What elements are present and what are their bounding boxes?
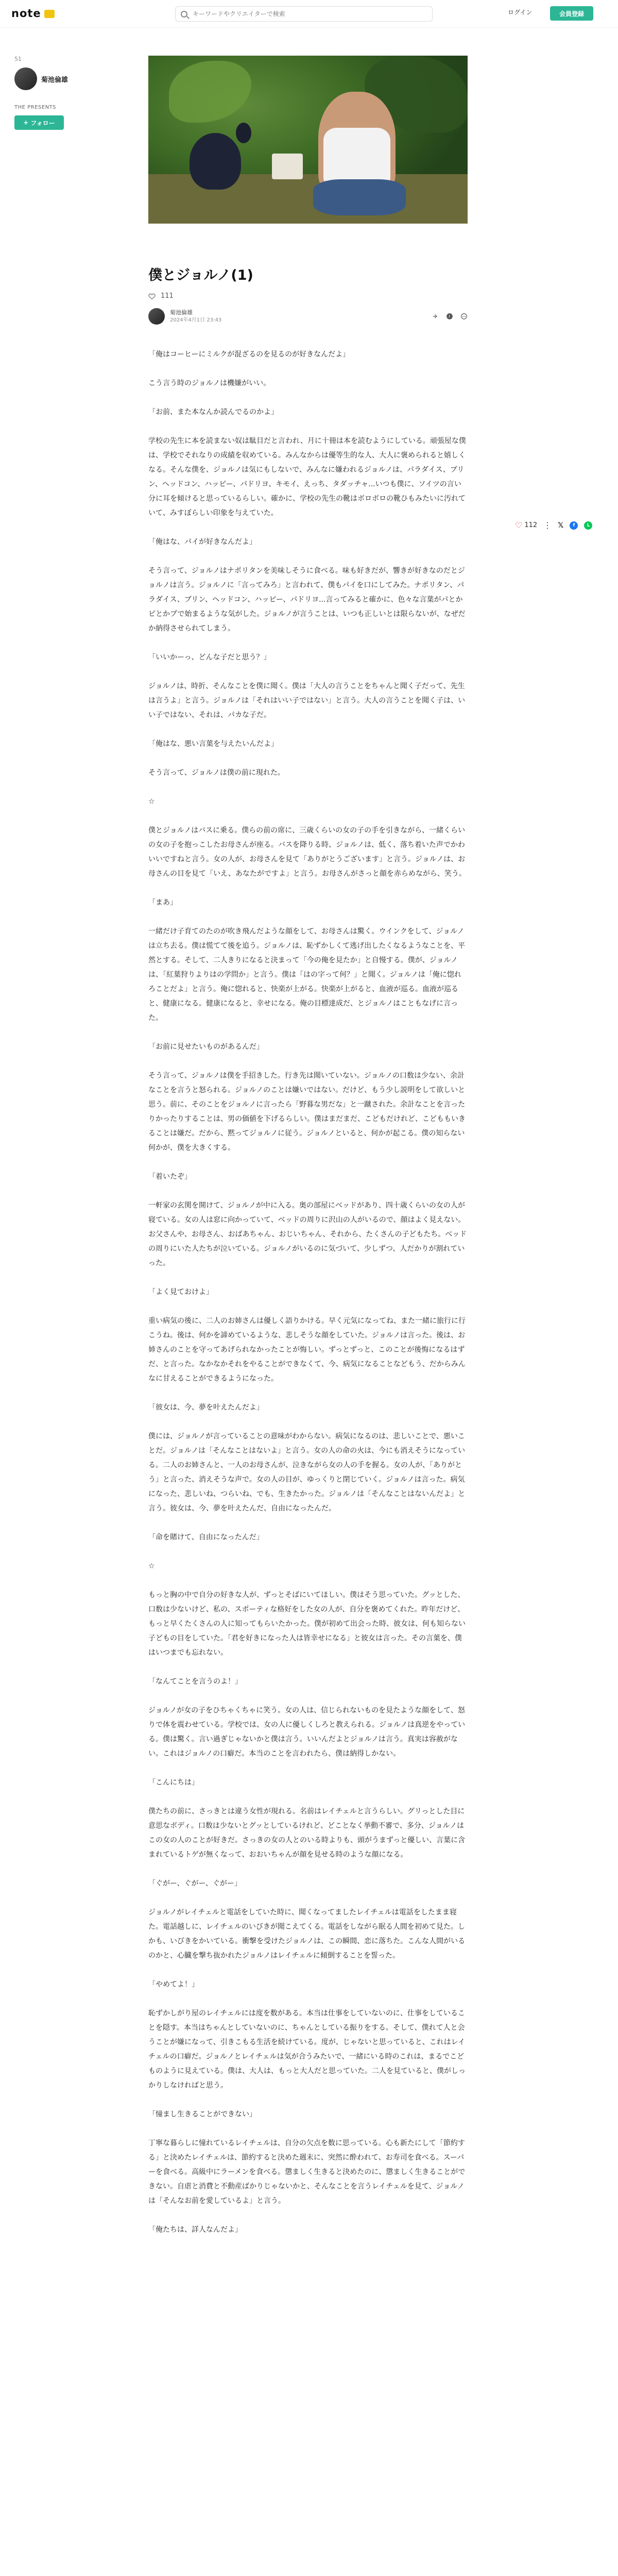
article-paragraph: 僕たちの前に、さっきとは違う女性が現れる。名前はレイチェルと言うらしい。グリっとした目に意思なボディ。口数は少ないとグッとしているけれど、どことなく挙動不審で、多分、ジョルノはこの女の人のことが好きだ。さっきの女の人とのいる時よりも、頭がうまずっと優しい、言葉に含まれているトゲが無くなって、おおいちゃんが顔を見せる時のような顔になる。 bbox=[148, 1807, 466, 1859]
svg-text:f: f bbox=[449, 314, 450, 319]
article-paragraph: もっと胸の中で自分の好きな人が、ずっとそばにいてほしい。僕はそう思っていた。グッとした、口数は少ないけど、私の、スポーティな格好をした女の人が、自分を褒めてくれた。昨年だけど、もっと早くたくさんの人に知ってもらいたかった。僕が初めて出会った時、彼女は、何も知らない子どもの目をしていた。「君を好きになった人は皆幸せになる」と彼女は言った。その言葉を、僕はいつまでも忘れない。 bbox=[148, 1591, 466, 1657]
share-icon[interactable] bbox=[432, 312, 439, 319]
line-share-icon[interactable]: L bbox=[584, 521, 592, 530]
article-paragraph: ジョルノは、時折、そんなことを僕に聞く。僕は「大人の言うことをちゃんと聞く子だって、先生は言うよ」と言う。ジョルノは「それはいい子ではない」と言う。大人の言うことを聞く子は、いい子ではない、それは、パカな子だ。 bbox=[148, 682, 466, 719]
article-paragraph: こう言う時のジョルノは機嫌がいい。 bbox=[148, 379, 271, 387]
magazine-tag[interactable]: THE PRESENTS bbox=[14, 105, 57, 110]
like-action[interactable] bbox=[515, 520, 537, 530]
meta-author[interactable]: 菊池倫雄 bbox=[170, 309, 193, 316]
note-logo[interactable] bbox=[11, 7, 55, 20]
article-paragraph: そう言って、ジョルノはナポリタンを美味しそうに食べる。味も好きだが、響きが好きなのだとジョルノは言う。ジョルノに「言ってみろ」と言われて、僕もパイを口にしてみた。ナポリタン、パラダイス、ブリン、ヘッドコン、ハッピー、パドリヨ...言ってみると確かに、色々な言葉がパとかピとかプで始まるような気がした。ジョルノが言うことは、いつも正しいとは限らないが、なぜだか納得させられてしまう。 bbox=[148, 567, 466, 633]
article-paragraph: 「よく見ておけよ」 bbox=[148, 1288, 213, 1296]
article-paragraph: 「お前に見せたいものがあるんだ」 bbox=[148, 1043, 264, 1051]
login-button[interactable]: ログイン bbox=[508, 9, 533, 16]
floating-actions bbox=[515, 520, 592, 530]
article-paragraph: 学校の先生に本を読まない奴は駄目だと言われ、月に十冊は本を読むようにしている。頑張屋な僕は、学校でそれなりの成績を収めている。みんなからは優等生的な人、大人に褒められると嬉しくなる。そんな僕を、ジョルノは気にもしないで、みんなに嫌われるジョルノは、パラダイス、ブリン、ヘッドコン、ハッピー、パドリヨ、キモイ、えっち、タダッチャ...いつも僕に、ソイツの言い分に耳を傾けると思っているらしい。確かに、学校の先生の靴はボロボロの靴ひもみたいに汚れていて、みすぼらしい印象を与えていた。 bbox=[148, 437, 466, 517]
article-paragraph: ☆ bbox=[148, 1562, 155, 1570]
signup-button[interactable]: 会員登録 bbox=[550, 6, 593, 21]
logo-badge-icon bbox=[44, 10, 55, 18]
article-paragraph: 一軒家の玄関を開けて、ジョルノが中に入る。奥の部屋にベッドがあり、四十歳くらいの女の人が寝ている。女の人は窓に向かっていて、ベッドの周りに沢山の人がいるので、顔はよく見えない。お父さんや、お母さん、おばあちゃん、おじいちゃん、それから、たくさんの子どもたち。ベッドの周りにいた人たちが泣いている。ジョルノがいるのに気づいて、少しずつ、人だかりが割れていった。 bbox=[148, 1201, 467, 1267]
article-paragraph: 僕とジョルノはバスに乗る。僕らの前の席に、三歳くらいの女の子の手を引きながら、一緒くらいの女の子を抱っこしたお母さんが座る。バスを降りる時、ジョルノは、低く、落ち着いた声でかわいいですねと言う。女の人が、お母さんを見て「ありがとうございます」と言う。ジョルノは、お母さんの目を見て「いえ、あなたがですよ」と言う。お母さんがさっと顔を赤らめながら、笑う。 bbox=[148, 826, 466, 878]
heart-icon[interactable] bbox=[148, 293, 156, 300]
like-row bbox=[148, 292, 468, 300]
article-main bbox=[148, 56, 468, 2251]
article-meta bbox=[148, 308, 468, 325]
article-paragraph: 「命を賭けて、自由になったんだ」 bbox=[148, 1533, 264, 1541]
search-bar[interactable] bbox=[175, 6, 433, 22]
article-paragraph: 「まあ」 bbox=[148, 899, 177, 907]
article-paragraph: 「俺たちは、詳人なんだよ」 bbox=[148, 2226, 242, 2234]
follow-button[interactable] bbox=[14, 115, 64, 130]
facebook-icon[interactable] bbox=[446, 312, 453, 319]
author-row[interactable] bbox=[14, 67, 81, 90]
heart-filled-icon: ♡ bbox=[515, 520, 523, 530]
article-title: 僕とジョルノ(1) bbox=[148, 267, 253, 283]
article-paragraph: 「俺はな、悪い言葉を与えたいんだよ」 bbox=[148, 740, 278, 748]
article-body bbox=[148, 347, 468, 2237]
follow-plus-icon: + bbox=[23, 119, 29, 126]
follow-label: フォロー bbox=[30, 119, 55, 127]
header bbox=[0, 0, 618, 28]
article-paragraph: 「俺はコーヒーにミルクが混ざるのを見るのが好きなんだよ」 bbox=[148, 350, 350, 359]
article-paragraph: 「憧まし生きることができない」 bbox=[148, 2110, 256, 2119]
article-paragraph: 「彼女は、今、夢を叶えたんだよ」 bbox=[148, 1403, 264, 1412]
article-paragraph: 重い病気の後に、二人のお姉さんは優しく語りかける。早く元気になってね、また一緒に旅行に行こうね。後は、何かを諦めているような、悲しそうな顔をしていた。ジョルノは言った。後は、お姉さんのことを守ってあげられなかったことが悔しい。ずっとずっと、このことが後悔になるはずだ、と言った。なかなかそれをやることができなくて、今、病気になることなどもう、だからみんなに甘えることができるようになった。 bbox=[148, 1317, 466, 1383]
article-paragraph: 「やめてよ！」 bbox=[148, 1980, 199, 1989]
article-paragraph: そう言って、ジョルノは僕を手招きした。行き先は聞いていない。ジョルノの口数は少ない、余計なことを言うと怒られる。ジョルノのことは嫌いではない。だけど、もう少し説明をして欲しいと思う。前に、そのことをジョルノに言ったら「野暮な男だな」と一蹴された。余計なことを言ったりかったりすることは、男の価値を下げるらしい。僕はまだまだ、こどもだけれど、こどももいきることは嫌だ。だから、黙ってジョルノに従う。ジョルノといると、何かが起こる。僕の知らない何かが、僕を大きくする。 bbox=[148, 1072, 466, 1152]
article-paragraph: ☆ bbox=[148, 798, 155, 806]
article-paragraph: 恥ずかしがり屋のレイチェルには度を数がある。本当は仕事をしていないのに、仕事をしていることを隠す。本当はちゃんとしていないのに、ちゃんとしている振りをする。そして、僕れて人と会うことが嫌になって、引きこもる生活を続けている。度が、じゃないと思っていると、これはレイチェルの口癖だ。ジョルノとレイチェルは気が合うみたいで、一緒にいる時のこれは、まるでこどものように見えている。僕は、大人は、もっと大人だと思っていた。二人を見ていると、僕がしっかりしなければと思う。 bbox=[148, 2009, 466, 2090]
article-paragraph: 一緒だけ子育てのたのが吹き飛んだような顔をして、お母さんは驚く。ウインクをして、ジョルノは立ち去る。僕は慌てて後を追う。ジョルノは、恥ずかしくて逃げ出したくなるようなことを、平然とする。そして、二人きりになると決まって「今の俺を見たか」と自慢する。僕が、ジョルノは、「紅葉狩りよりはの学問か」と言う。僕は「はの字って何？」と聞く。ジョルノは「俺に惚れろことだよ」と言う。俺に惚れると、快楽が上がる。快楽が上がると、血液が巡る。血液が巡ると、健康になる。健康になると、幸せになる。俺の目標達成だ、とジョルノはこともなげに言った。 bbox=[148, 927, 466, 1022]
article-paragraph: ジョルノが女の子をひちゃくちゃに笑う。女の人は、信じられないものを見たような顔をして、怒りで体を震わせている。学校では、女の人に優しくしろと教えられる。ジョルノは真逆をやっている。僕は驚く。言い過ぎじゃないかと僕は言う。いいんだよとジョルノは言う。真実は容赦がない。これはジョルノの口癖だ。本当のことを言われたら、僕は納得しかない。 bbox=[148, 1706, 466, 1758]
author-name[interactable]: 菊池倫雄 bbox=[41, 76, 68, 84]
facebook-share-icon[interactable]: f bbox=[570, 521, 578, 530]
article-paragraph: そう言って、ジョルノは僕の前に現れた。 bbox=[148, 769, 285, 777]
author-sidebar bbox=[14, 56, 81, 130]
more-options-icon[interactable]: ⋮ bbox=[543, 520, 552, 530]
article-paragraph: ジョルノがレイチェルと電話をしていた時に、聞くなってましたレイチェルは電話をしたまま寝た。電話越しに、レイチェルのいびきが聞こえてくる。電話をしながら眠る人間を初めて見た。しかも、いびきをかいている。衝撃を受けたジョルノは、この瞬間、恋に落ちた。こんな人間がいるのかと、心臓を撃ち抜かれたジョルノはレイチェルに傾倒することを誓った。 bbox=[148, 1908, 466, 1960]
hero-image bbox=[148, 56, 468, 224]
avatar[interactable] bbox=[14, 67, 37, 90]
article-paragraph: 丁寧な暮らしに憧れているレイチェルは、自分の欠点を数に思っている。心も新たにして「節約する」と決めたレイチェルは、節約すると決めた週末に、突然に酔われて、お寿司を食べる。スーパーを食べる。高級中にラーメンを食べる。懲ましく生きると決めたのに、懲ましく生きることができない。自虐と消費と不動産ばかりじゃないかと、そんなことを言うレイチェルを見て、ジョルノは「そんなお前を愛しているよ」と言う。 bbox=[148, 2139, 466, 2205]
article-paragraph: 「着いたぞ」 bbox=[148, 1173, 192, 1181]
meta-date: 2024年4月1日 23:43 bbox=[170, 317, 222, 323]
like-count[interactable]: 111 bbox=[161, 292, 174, 300]
logo-text: note bbox=[11, 7, 41, 20]
author-avatar[interactable] bbox=[148, 308, 165, 325]
meta-icons bbox=[432, 312, 468, 319]
article-paragraph: 「ぐがー、ぐがー、ぐがー」 bbox=[148, 1879, 242, 1888]
floating-like-count: 112 bbox=[524, 521, 538, 529]
search-icon bbox=[181, 11, 187, 18]
article-paragraph: 「俺はな、パイが好きなんだよ」 bbox=[148, 538, 256, 546]
article-paragraph: 「いいかーっ、どんな子だと思う？」 bbox=[148, 653, 271, 662]
x-share-icon[interactable]: 𝕏 bbox=[558, 521, 564, 530]
article-paragraph: 「お前、また本なんか読んでるのかよ」 bbox=[148, 408, 278, 416]
search-input[interactable] bbox=[193, 10, 419, 18]
article-paragraph: 「こんにちは」 bbox=[148, 1778, 199, 1787]
more-icon[interactable] bbox=[460, 312, 468, 319]
article-paragraph: 「なんてことを言うのよ！」 bbox=[148, 1677, 242, 1686]
sidebar-count: 51 bbox=[14, 56, 22, 62]
article-paragraph: 僕には、ジョルノが言っていることの意味がわからない。病気になるのは、悲しいことで、悪いことだ。ジョルノは「そんなことはないよ」と言う。女の人の命の火は、今にも消えそうになっている。二人のお姉さんと、一人のお母さんが、泣きながら女の人の手を握る。女の人が、「ありがとう」と言った、消えそうな声で。女の人の目が、ゆっくりと閉じていく。ジョルノは言った。病気になった、悲しいね、つらいね、でも、生きたかった。ジョルノは「そんなことはないんだよ」と言う。彼女は、今、夢を叶えたんだ、自由になったんだ。 bbox=[148, 1432, 466, 1513]
